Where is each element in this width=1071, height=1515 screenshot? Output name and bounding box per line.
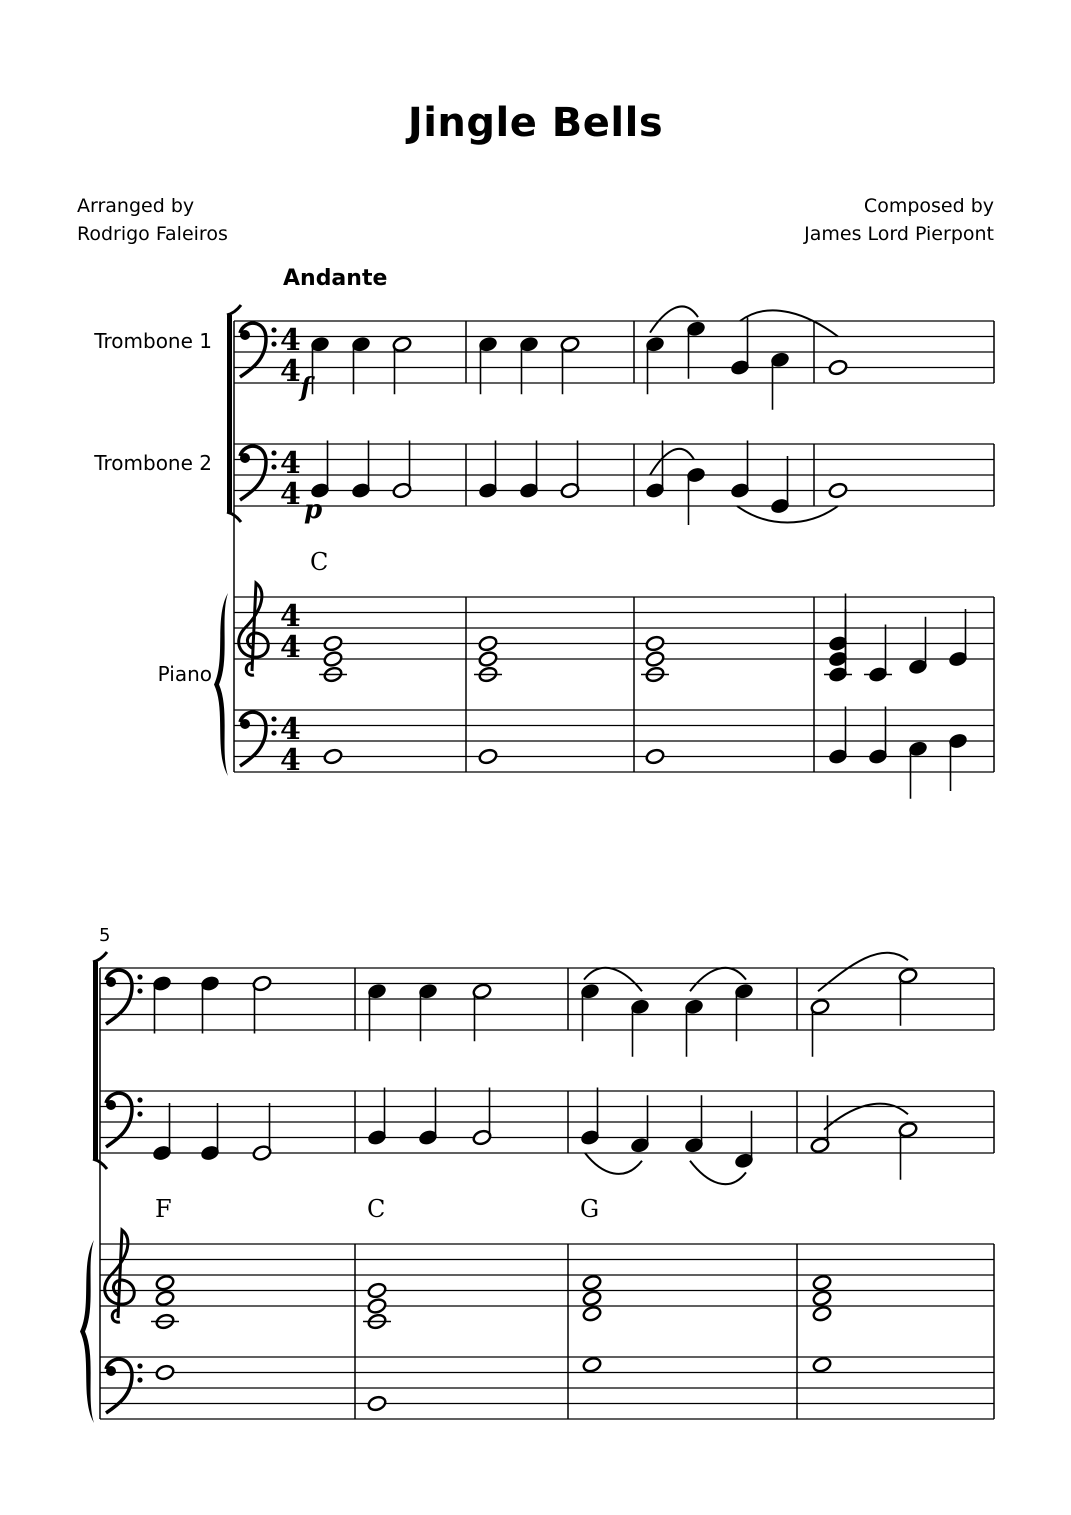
bass-clef: [240, 323, 277, 377]
piano-brace: [80, 1240, 94, 1423]
whole-note: [363, 1313, 391, 1330]
whole-note: [812, 1356, 832, 1373]
quarter-note: [734, 983, 754, 1042]
whole-note: [155, 1274, 175, 1291]
quarter-note: [770, 456, 790, 515]
whole-note: [151, 1313, 179, 1330]
half-note: [252, 975, 272, 1034]
time-signature-top: 4: [280, 712, 301, 747]
time-signature-top: 4: [280, 446, 301, 481]
bracket-hook: [93, 952, 107, 962]
quarter-note: [200, 1103, 220, 1162]
quarter-note: [948, 732, 968, 791]
quarter-note: [152, 1103, 172, 1162]
quarter-note: [367, 1088, 387, 1147]
half-note: [472, 983, 492, 1042]
chord-symbol: F: [155, 1195, 172, 1223]
quarter-note: [868, 707, 888, 766]
half-note: [810, 998, 830, 1057]
measure-number: 5: [99, 925, 111, 946]
quarter-note: [828, 594, 848, 653]
whole-note: [645, 635, 665, 652]
bracket: [227, 315, 232, 512]
whole-note: [582, 1274, 602, 1291]
quarter-note: [645, 336, 665, 395]
whole-note: [645, 748, 665, 765]
arranger-name: Rodrigo Faleiros: [77, 223, 228, 245]
time-signature-bottom: 4: [280, 743, 301, 778]
bracket: [93, 962, 98, 1159]
quarter-note: [580, 983, 600, 1042]
whole-note: [812, 1274, 832, 1291]
quarter-note: [418, 983, 438, 1042]
time-signature-bottom: 4: [280, 477, 301, 512]
instrument-label-trombone-1: Trombone 1: [94, 329, 212, 353]
quarter-note: [948, 609, 968, 668]
whole-note: [582, 1356, 602, 1373]
bracket-hook: [227, 305, 241, 315]
quarter-note: [418, 1088, 438, 1147]
chord-symbol: C: [310, 548, 329, 576]
half-note: [810, 1095, 830, 1154]
quarter-note: [686, 466, 706, 525]
quarter-note: [630, 1095, 650, 1154]
quarter-note: [152, 975, 172, 1034]
dynamic-piano: p: [304, 495, 323, 525]
whole-note: [155, 1290, 175, 1307]
quarter-note: [519, 441, 539, 500]
whole-note: [582, 1305, 602, 1322]
quarter-note: [200, 975, 220, 1034]
quarter-note: [310, 441, 330, 500]
half-note: [392, 441, 412, 500]
tempo-marking: Andante: [283, 266, 388, 291]
quarter-note: [770, 351, 790, 410]
whole-note: [323, 635, 343, 652]
whole-note: [645, 650, 665, 667]
bass-clef: [240, 712, 277, 766]
chord-symbol: C: [367, 1195, 386, 1223]
half-note: [560, 336, 580, 395]
whole-note: [319, 666, 347, 683]
whole-note: [812, 1290, 832, 1307]
quarter-note: [730, 318, 750, 377]
composer-label: Composed by: [863, 195, 994, 217]
notes: [151, 318, 968, 1413]
whole-note: [478, 650, 498, 667]
whole-note: [828, 359, 848, 376]
half-note: [472, 1088, 492, 1147]
slur: [824, 1104, 908, 1130]
slur: [650, 449, 694, 475]
dynamic-forte: f: [300, 373, 312, 403]
quarter-note: [478, 441, 498, 500]
whole-note: [478, 748, 498, 765]
slur: [740, 310, 838, 336]
whole-note: [367, 1395, 387, 1412]
quarter-note: [351, 336, 371, 395]
composer-name: James Lord Pierpont: [804, 223, 994, 245]
half-note: [898, 1121, 918, 1180]
piano-brace: [214, 593, 228, 776]
time-signature-bottom: 4: [280, 630, 301, 665]
time-signature-bottom: 4: [280, 354, 301, 389]
whole-note: [582, 1290, 602, 1307]
whole-note: [812, 1305, 832, 1322]
slur: [818, 953, 908, 992]
whole-note: [367, 1297, 387, 1314]
quarter-note: [645, 441, 665, 500]
time-signature-top: 4: [280, 323, 301, 358]
bass-clef: [240, 446, 277, 500]
quarter-note: [908, 617, 928, 676]
half-note: [898, 967, 918, 1026]
score-title: Jingle Bells: [407, 100, 664, 146]
quarter-note: [310, 336, 330, 395]
quarter-note: [630, 998, 650, 1057]
whole-note: [828, 482, 848, 499]
bass-clef: [106, 1359, 143, 1413]
quarter-note: [367, 983, 387, 1042]
system-brackets: [80, 305, 241, 1423]
quarter-note: [730, 441, 750, 500]
quarter-note: [580, 1088, 600, 1147]
whole-note: [323, 650, 343, 667]
quarter-note: [478, 336, 498, 395]
half-note: [560, 441, 580, 500]
whole-note: [155, 1364, 175, 1381]
half-note: [392, 336, 412, 395]
quarter-note: [684, 1095, 704, 1154]
clefs: [105, 323, 277, 1413]
instrument-label-piano: Piano: [157, 662, 212, 686]
quarter-note: [908, 740, 928, 799]
quarter-note: [686, 320, 706, 379]
quarter-note: [351, 441, 371, 500]
bass-clef: [106, 1093, 143, 1147]
whole-note: [641, 666, 669, 683]
slur: [737, 506, 838, 523]
arranger-label: Arranged by: [77, 195, 195, 217]
quarter-note: [684, 998, 704, 1057]
whole-note: [474, 666, 502, 683]
barlines: [100, 321, 994, 1419]
slur: [585, 1153, 642, 1174]
quarter-note: [519, 336, 539, 395]
chord-symbol: G: [580, 1195, 600, 1223]
instrument-label-trombone-2: Trombone 2: [94, 451, 212, 475]
quarter-note: [828, 707, 848, 766]
bass-clef: [106, 970, 143, 1024]
whole-note: [478, 635, 498, 652]
whole-note: [323, 748, 343, 765]
time-signature-top: 4: [280, 599, 301, 634]
half-note: [252, 1103, 272, 1162]
quarter-note: [734, 1111, 754, 1170]
whole-note: [367, 1282, 387, 1299]
quarter-note: [864, 625, 892, 684]
